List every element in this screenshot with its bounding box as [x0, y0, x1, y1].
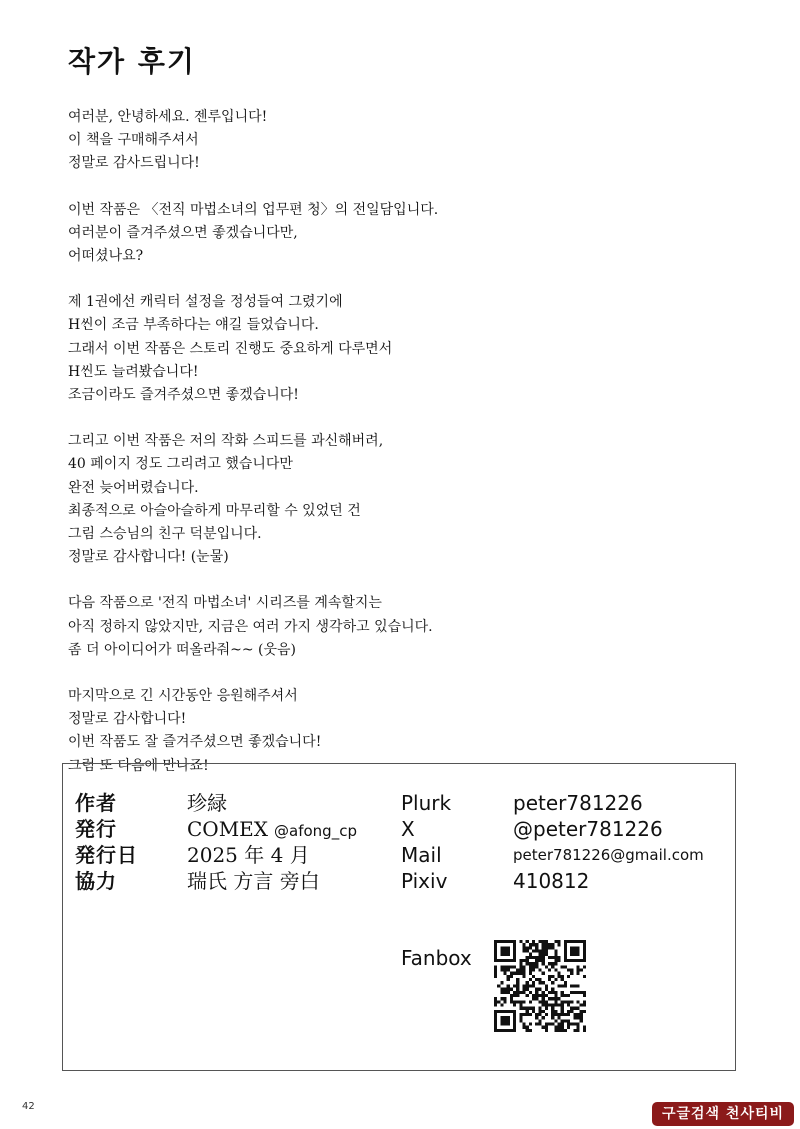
- info-row-publisher: [75, 816, 735, 842]
- publisher-handle: @afong_cp: [274, 822, 357, 840]
- text-line: 그래서 이번 작품은 스토리 진행도 중요하게 다루면서: [68, 340, 393, 357]
- text-line: 제 1권에선 캐릭터 설정을 정성들여 그렸기에: [68, 294, 343, 311]
- text-line: 그림 스승님의 친구 덕분입니다.: [68, 526, 262, 543]
- qr-code-icon[interactable]: [494, 940, 586, 1032]
- date-label: 発行日: [75, 843, 138, 867]
- mail-label: Mail: [401, 843, 442, 867]
- text-line: 최종적으로 아슬아슬하게 마무리할 수 있었던 건: [68, 502, 361, 519]
- info-row-date: [75, 842, 735, 868]
- x-value: @peter781226: [513, 817, 663, 841]
- text-line: 다음 작품으로 '전직 마법소녀' 시리즈를 계속할지는: [68, 595, 382, 612]
- text-line: 이번 작품도 잘 즐겨주셨으면 좋겠습니다!: [68, 734, 322, 751]
- fanbox-label: Fanbox: [401, 946, 472, 970]
- text-line: 아직 정하지 않았지만, 지금은 여러 가지 생각하고 있습니다.: [68, 618, 433, 635]
- publisher-value-wrap: [187, 816, 357, 844]
- text-line: 40 페이지 정도 그리려고 했습니다만: [68, 456, 293, 473]
- text-line: 마지막으로 긴 시간동안 응원해주셔서: [68, 688, 298, 705]
- text-line: 조금이라도 즐겨주셨으면 좋겠습니다!: [68, 387, 299, 404]
- text-line: 이 책을 구매해주셔서: [68, 132, 199, 149]
- publisher-value: COMEX: [187, 817, 269, 841]
- mail-value: peter781226@gmail.com: [513, 846, 704, 864]
- paragraph: [68, 430, 748, 569]
- pixiv-value: 410812: [513, 869, 590, 893]
- paragraph: [68, 106, 748, 176]
- text-line: 이번 작품은 〈전직 마법소녀의 업무편 청〉의 전일담입니다.: [68, 201, 439, 218]
- afterword-body: [68, 106, 748, 801]
- info-row-author: [75, 790, 735, 816]
- text-line: H씬이 조금 부족하다는 얘길 들었습니다.: [68, 317, 319, 334]
- pixiv-label: Pixiv: [401, 869, 448, 893]
- cooperation-label: 協力: [75, 869, 117, 893]
- text-line: 어떠셨나요?: [68, 248, 144, 265]
- colophon-box: [62, 763, 736, 1071]
- plurk-value: peter781226: [513, 791, 643, 815]
- text-line: H씬도 늘려봤습니다!: [68, 363, 199, 380]
- date-value: 2025 年 4 月: [187, 843, 310, 867]
- plurk-label: Plurk: [401, 791, 452, 815]
- info-row-cooperation: [75, 868, 735, 894]
- watermark-badge: 구글검색 천사티비: [652, 1102, 794, 1126]
- text-line: 완전 늦어버렸습니다.: [68, 479, 199, 496]
- text-line: 정말로 감사드립니다!: [68, 155, 200, 172]
- text-line: 여러분이 즐겨주셨으면 좋겠습니다만,: [68, 224, 298, 241]
- text-line: 좀 더 아이디어가 떠올라줘~~ (웃음): [68, 641, 296, 658]
- text-line: 정말로 감사합니다! (눈물): [68, 549, 229, 566]
- page-title: 작가 후기: [68, 45, 196, 78]
- text-line: 그럼 또 다음에 만나죠!: [68, 757, 209, 774]
- author-label: 作者: [75, 791, 117, 815]
- paragraph: [68, 199, 748, 269]
- text-line: 그리고 이번 작품은 저의 작화 스피드를 과신해버려,: [68, 433, 384, 450]
- page-number: 42: [22, 1101, 35, 1112]
- text-line: 여러분, 안녕하세요. 젠루입니다!: [68, 109, 268, 125]
- cooperation-value: 瑞氏 方言 旁白: [187, 869, 320, 893]
- x-label: X: [401, 817, 415, 841]
- paragraph: [68, 291, 748, 407]
- author-value: 珍緑: [187, 791, 227, 815]
- paragraph: [68, 592, 748, 662]
- publisher-label: 発行: [75, 817, 117, 841]
- text-line: 정말로 감사합니다!: [68, 711, 187, 728]
